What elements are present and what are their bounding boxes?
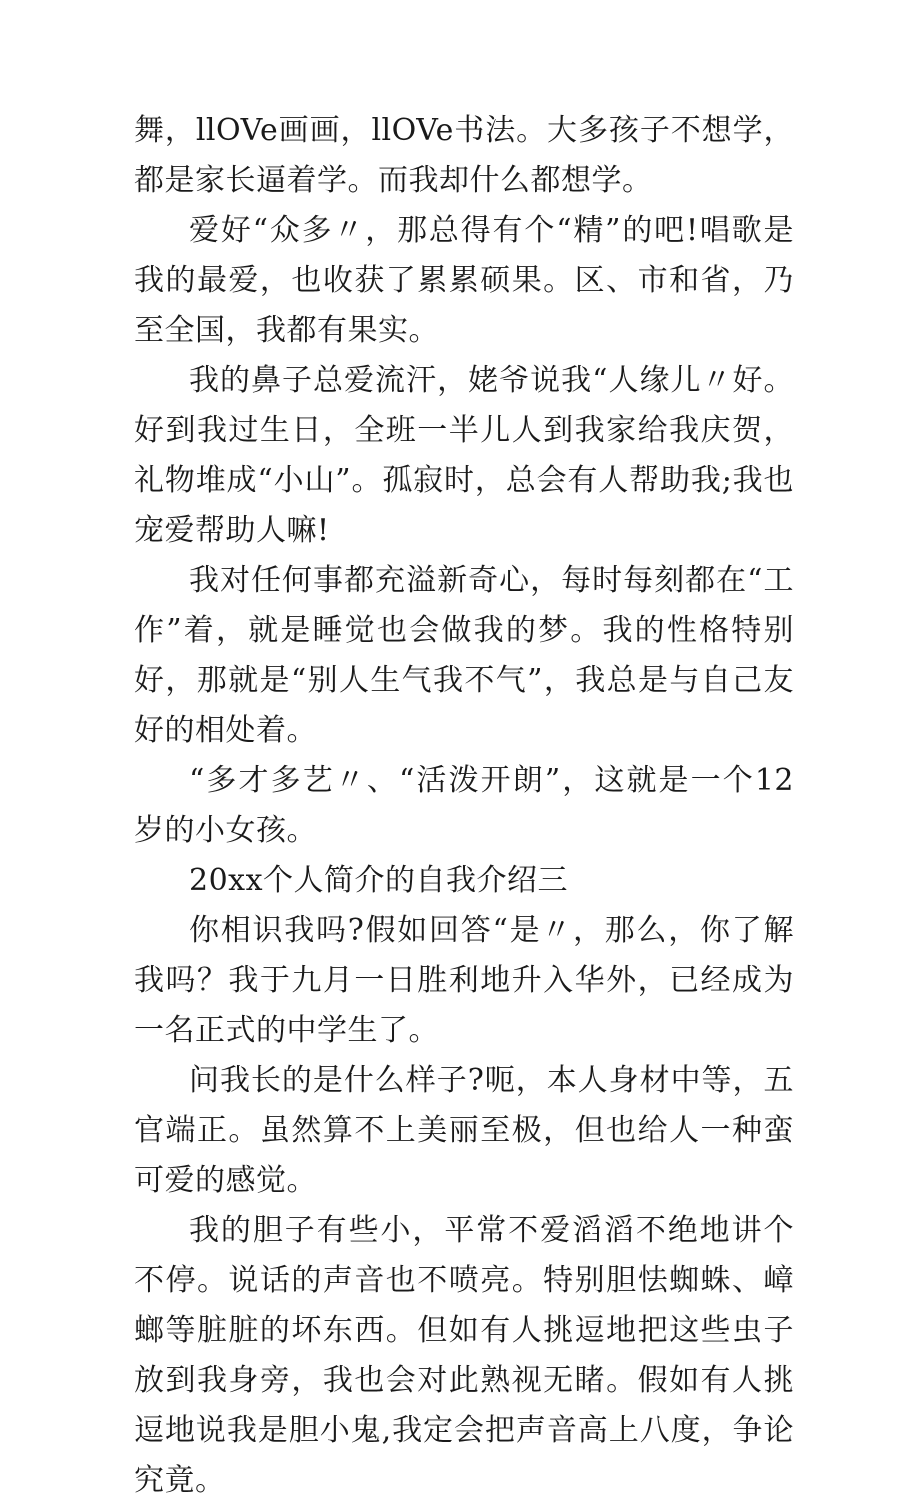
paragraph-3: 我的鼻子总爱流汗，姥爷说我“人缘儿〃好。好到我过生日，全班一半儿人到我家给我庆贺，礼物堆成“小山”。孤寂时，总会有人帮助我;我也宠爱帮助人嘛! — [134, 363, 794, 548]
paragraph-1: 舞，llOVe画画，llOVe书法。大多孩子不想学，都是家长逼着学。而我却什么都想学。 — [134, 113, 794, 198]
paragraph-4: 我对任何事都充溢新奇心，每时每刻都在“工作”着，就是睡觉也会做我的梦。我的性格特别好，那就是“别人生气我不气”，我总是与自己友好的相处着。 — [134, 563, 794, 748]
paragraph-6: 你相识我吗?假如回答“是〃，那么，你了解我吗？我于九月一日胜利地升入华外，已经成为一名正式的中学生了。 — [134, 913, 794, 1048]
section-heading: 20xx个人简介的自我介绍三 — [189, 863, 569, 898]
paragraph-7: 问我长的是什么样子?呃，本人身材中等，五官端正。虽然算不上美丽至极，但也给人一种蛮可爱的感觉。 — [134, 1063, 794, 1198]
paragraph-5: “多才多艺〃、“活泼开朗”，这就是一个12岁的小女孩。 — [134, 763, 794, 848]
paragraph-8: 我的胆子有些小，平常不爱滔滔不绝地讲个不停。说话的声音也不喷亮。特别胆怯蜘蛛、嶂螂等脏脏的坏东西。但如有人挑逗地把这些虫子放到我身旁，我也会对此熟视无睹。假如有人挑逗地说我是胆小鬼,我定会把声音高上八度，争论究竟。 — [134, 1213, 794, 1498]
paragraph-2: 爱好“众多〃，那总得有个“精”的吧!唱歌是我的最爱，也收获了累累硕果。区、市和省，乃至全国，我都有果实。 — [134, 213, 794, 348]
document-body — [134, 106, 794, 1506]
